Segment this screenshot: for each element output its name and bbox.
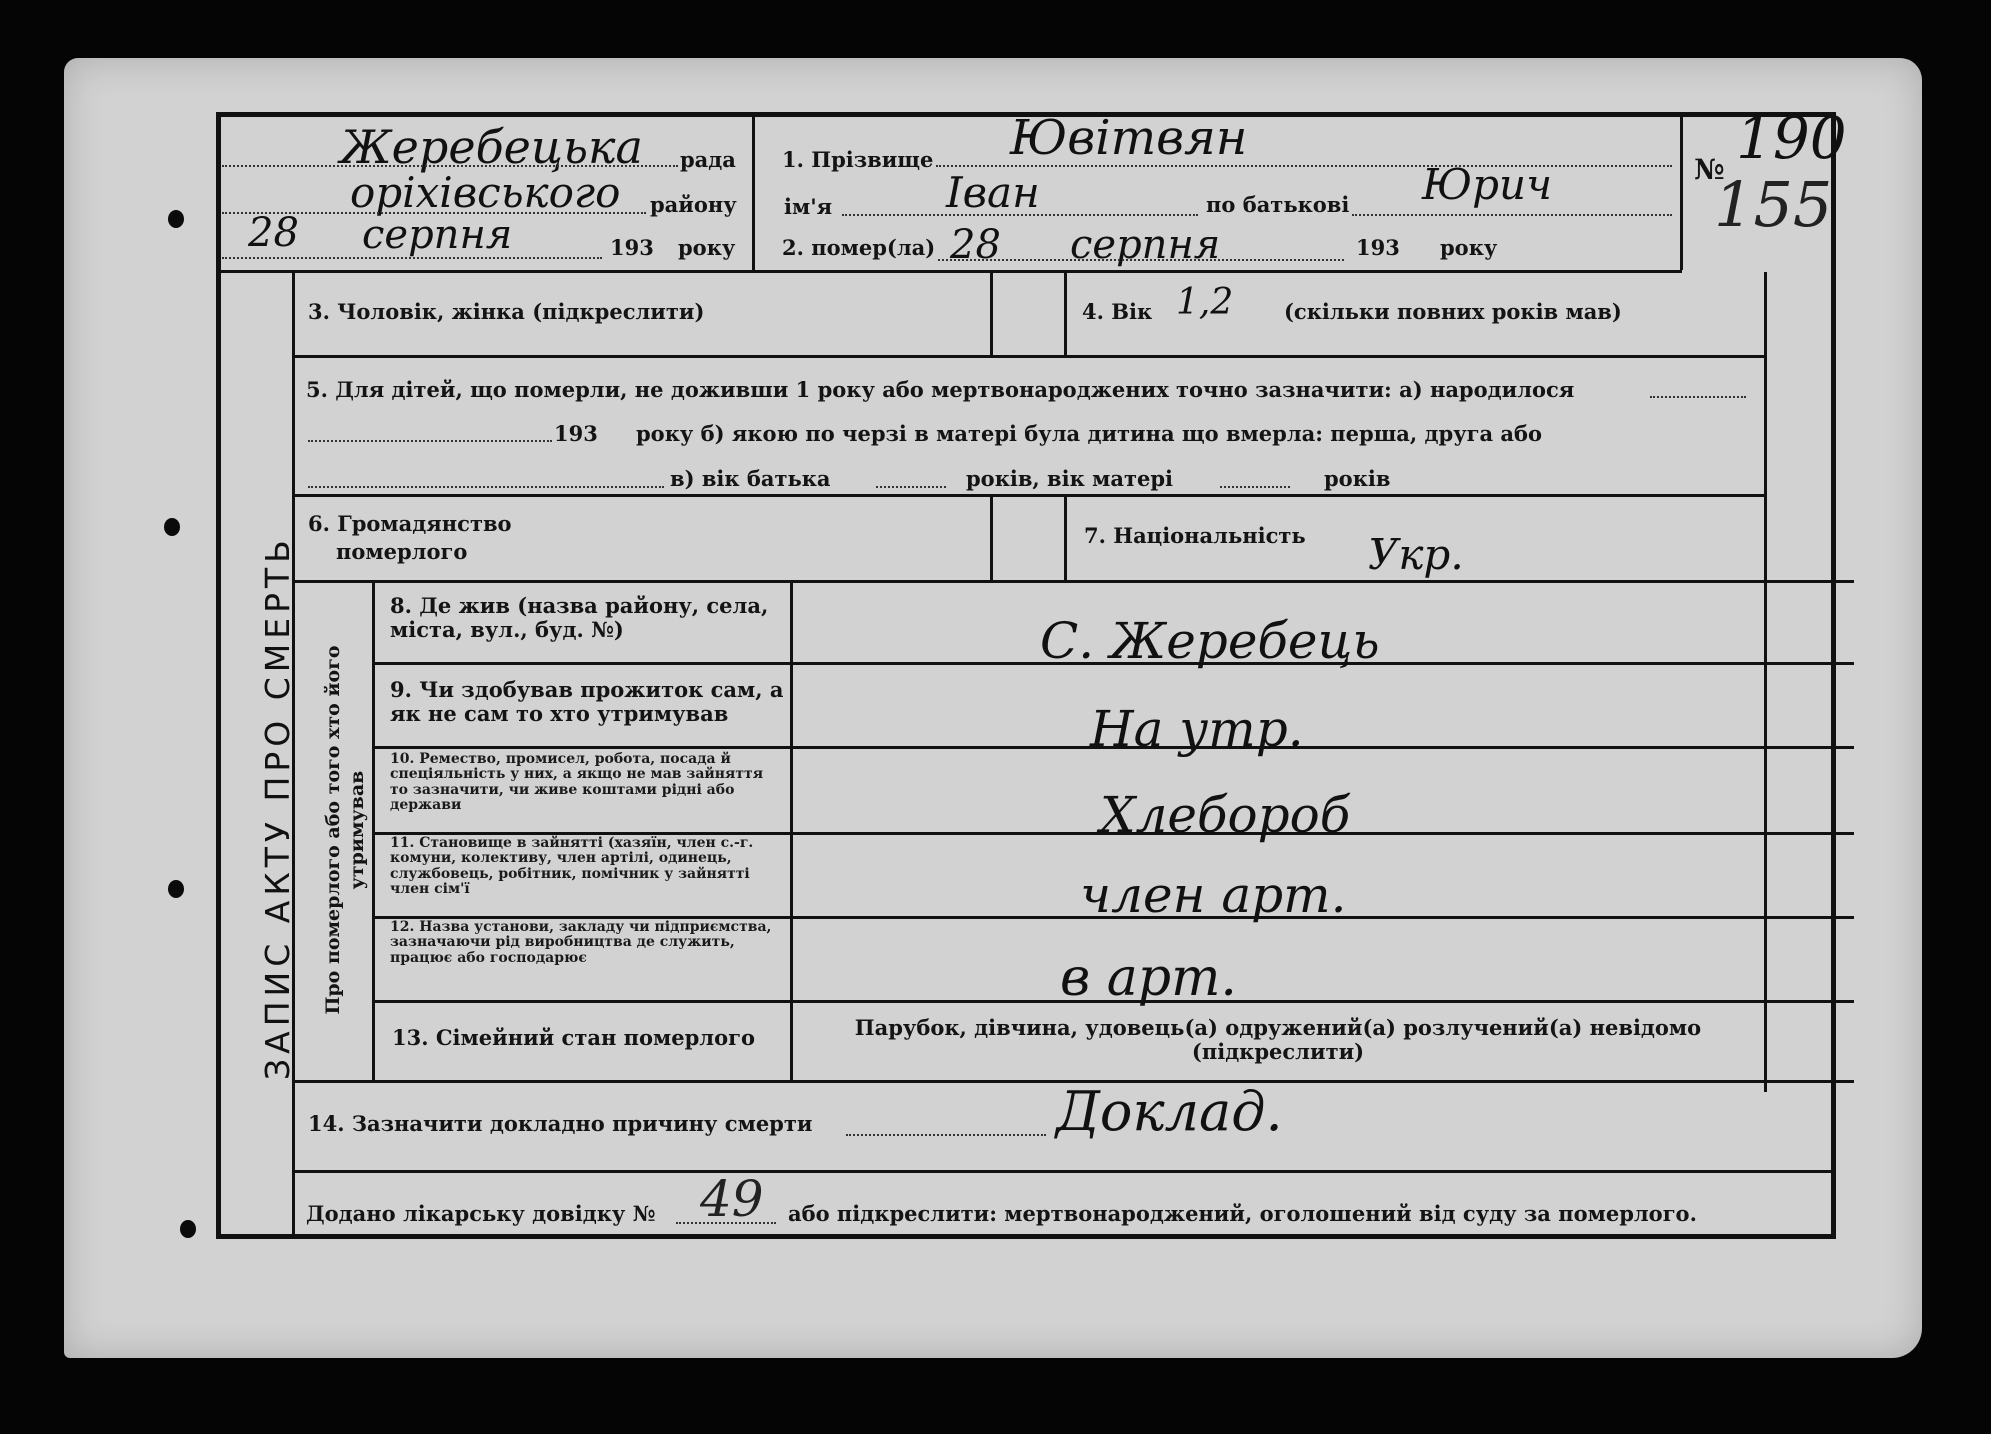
form-frame — [216, 112, 1836, 1239]
field-14-value: Доклад. — [1056, 1080, 1283, 1143]
field-7-label: 7. Національність — [1084, 523, 1306, 548]
punch-hole — [164, 518, 180, 536]
patronymic-label: по батькові — [1206, 192, 1350, 217]
field-5-line-1: 5. Для дітей, що померли, не доживши 1 року або мертвонароджених точно зазначити: а) народилося — [306, 377, 1575, 402]
field-5-line-3c: років — [1324, 466, 1391, 491]
field-5-year: 193 — [554, 421, 598, 446]
died-day: 28 — [950, 222, 1001, 268]
field-14-label: 14. Зазначити докладно причину смерти — [308, 1111, 813, 1136]
field-4-hint: (скільки повних років мав) — [1284, 299, 1622, 324]
punch-hole — [180, 1220, 196, 1238]
field-10-value: Хлебороб — [1100, 786, 1351, 844]
field-13-options: Парубок, дівчина, удовець(а) одружений(а) розлучений(а) невідомо (підкреслити) — [854, 1015, 1702, 1065]
field-11-label: 11. Становище в зайнятті (хазяїн, член с.-г. комуни, колективу, член артілі, одинець, службовець, робітник, помічник у зайнятті член сім'ї — [390, 835, 754, 898]
field-9-value: На утр. — [1090, 700, 1304, 758]
field-5-line-2: року б) якою по черзі в матері була дитина що вмерла: перша, друга або — [636, 421, 1543, 446]
rada-label: рада — [680, 147, 736, 172]
field-12-label: 12. Назва установи, закладу чи підприємства, зазначаючи рід виробництва де служить, працює або господарює — [390, 919, 772, 966]
field-6-label-b: померлого — [336, 539, 468, 564]
document-title: ЗАПИС АКТУ ПРО СМЕРТЬ — [258, 535, 297, 1080]
field-5-line-3: в) вік батька — [670, 466, 831, 491]
field-8-value: С. Жеребець — [1040, 612, 1380, 670]
died-label: 2. помер(ла) — [782, 235, 936, 260]
footer-label: Додано лікарську довідку № — [306, 1201, 656, 1226]
name-value: Іван — [946, 168, 1040, 217]
name-label: ім'я — [784, 194, 833, 219]
footer-options: або підкреслити: мертвонароджений, оголошений від суду за померлого. — [788, 1201, 1697, 1226]
field-3-label: 3. Чоловік, жінка (підкреслити) — [308, 299, 705, 324]
died-year-prefix: 193 — [1356, 235, 1400, 260]
side-label: Про померлого або того хто його утримував — [322, 645, 368, 1015]
field-4-label: 4. Вік — [1082, 299, 1153, 324]
field-6-label: 6. Громадянство — [308, 511, 512, 536]
field-4-value: 1,2 — [1176, 282, 1234, 323]
number-value-2: 155 — [1714, 168, 1833, 241]
year-label: року — [678, 235, 736, 260]
number-label: № — [1694, 153, 1725, 186]
date-month: серпня — [362, 212, 513, 258]
number-value: 190 — [1736, 104, 1847, 172]
footer-certificate-number: 49 — [700, 1170, 764, 1228]
punch-hole — [168, 210, 184, 228]
field-10-label: 10. Ремество, промисел, робота, посада й спеціяльність у них, а якщо не мав зайняття то зазначити, чи живе коштами рідні або держави — [390, 751, 764, 814]
rayon-value: оріхівського — [350, 168, 621, 217]
died-year-label: року — [1440, 235, 1498, 260]
field-12-value: в арт. — [1060, 948, 1237, 1008]
date-day: 28 — [248, 210, 299, 256]
patronymic-value: Юрич — [1422, 160, 1553, 209]
field-7-value: Укр. — [1368, 530, 1464, 579]
rayon-label: району — [650, 192, 737, 217]
field-11-value: член арт. — [1080, 866, 1347, 924]
field-5-line-3b: років, вік матері — [966, 466, 1173, 491]
died-month: серпня — [1070, 222, 1221, 268]
field-9-label: 9. Чи здобував прожиток сам, а як не сам то хто утримував — [390, 677, 784, 727]
punch-hole — [168, 880, 184, 898]
field-13-label: 13. Сімейний стан померлого — [392, 1025, 755, 1050]
year-prefix: 193 — [610, 235, 654, 260]
field-8-label: 8. Де жив (назва району, села, міста, вул., буд. №) — [390, 593, 769, 643]
rada-value: Жеребецька — [340, 120, 643, 174]
surname-label: 1. Прізвище — [782, 147, 934, 172]
surname-value: Ювітвян — [1010, 110, 1248, 166]
